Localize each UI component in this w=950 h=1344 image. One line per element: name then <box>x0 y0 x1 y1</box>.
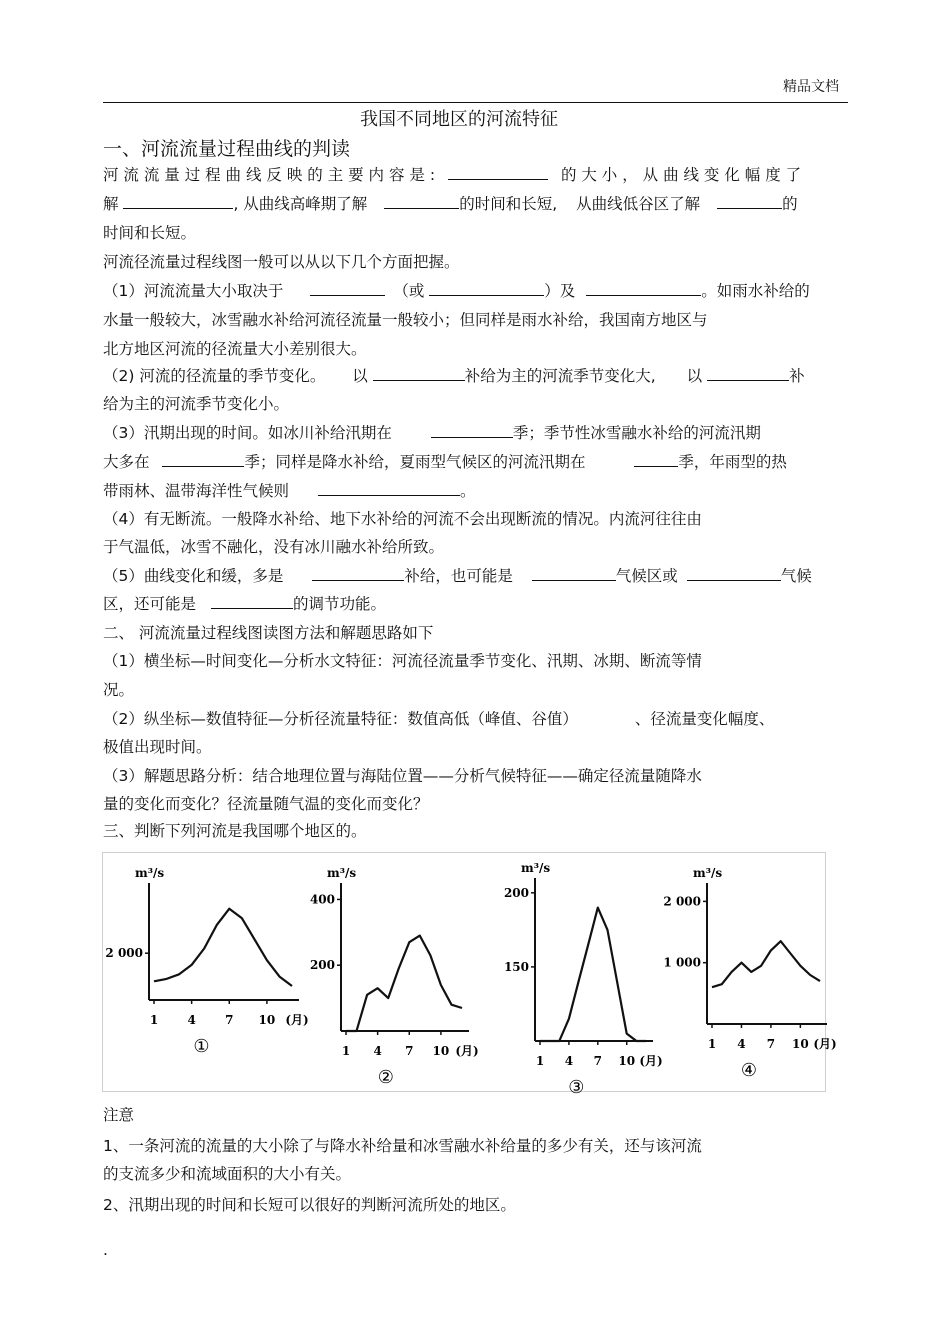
x-tick-label: 4 <box>737 1037 746 1051</box>
s2-item2-line1: （2）纵坐标—数值特征—分析径流量特征：数值高低（峰值、谷值） 、径流量变化幅度、 <box>103 710 775 728</box>
s2-item3-line1: （3）解题思路分析：结合地理位置与海陆位置——分析气候特征——确定径流量随降水 <box>103 767 702 785</box>
blank-field[interactable] <box>687 566 781 581</box>
y-tick-label: 1 000 <box>663 955 701 970</box>
section2-heading: 二、 河流流量过程线图读图方法和解题思路如下 <box>103 624 434 642</box>
header-divider <box>103 102 848 103</box>
blank-field[interactable] <box>431 423 513 438</box>
blank-field[interactable] <box>318 481 460 496</box>
item2-line1: （2) 河流的径流量的季节变化。 以 补给为主的河流季节变化大, 以 补 <box>103 367 805 385</box>
y-tick-label: 2 000 <box>105 946 143 961</box>
y-axis-unit: m³/s <box>327 866 357 880</box>
blank-field[interactable] <box>448 165 548 180</box>
y-tick-label: 200 <box>309 958 335 973</box>
item3-line1: （3）汛期出现的时间。如冰川补给汛期在 季；季节性冰雪融水补给的河流汛期 <box>103 424 761 442</box>
item3-line3: 带雨林、温带海洋性气候则 。 <box>103 482 476 500</box>
note1-line1: 1、一条河流的流量的大小除了与降水补给量和冰雪融水补给量的多少有关，还与该河流 <box>103 1137 702 1155</box>
x-tick-label: 4 <box>373 1044 382 1058</box>
x-tick-label: 10 <box>258 1013 276 1027</box>
item3-line2: 大多在 季；同样是降水补给，夏雨型气候区的河流汛期在 季，年雨型的热 <box>103 453 787 471</box>
x-tick-label: 7 <box>225 1013 234 1027</box>
x-tick-label: 10 <box>432 1044 450 1058</box>
blank-field[interactable] <box>429 281 544 296</box>
x-tick-label: 4 <box>187 1013 196 1027</box>
hydrograph-charts-svg <box>103 853 837 1098</box>
y-tick-label: 200 <box>503 885 529 900</box>
blank-field[interactable] <box>123 194 233 209</box>
x-tick-label: 1 <box>149 1013 159 1027</box>
x-tick-label: 10 <box>792 1037 809 1051</box>
y-tick-label: 400 <box>309 892 335 907</box>
s2-item2-line2: 极值出现时间。 <box>103 738 212 756</box>
blank-field[interactable] <box>634 452 678 467</box>
header-label: 精品文档 <box>783 79 839 95</box>
x-tick-label: (月) <box>455 1044 479 1058</box>
item5-line2: 区，还可能是 的调节功能。 <box>103 595 386 613</box>
x-tick-label: 1 <box>707 1037 717 1051</box>
x-tick-label: 1 <box>535 1054 545 1068</box>
x-tick-label: 10 <box>618 1054 636 1068</box>
x-tick-label: 7 <box>593 1054 602 1068</box>
page-title: 我国不同地区的河流特征 <box>360 109 558 130</box>
para1-line1: 河 流 流 量 过 程 曲 线 反 映 的 主 要 内 容 是 : 的 大 小 ， 从 曲 线 变 化 幅 度 了 <box>103 166 802 184</box>
chart-number-label: ① <box>193 1036 210 1057</box>
discharge-line <box>540 908 646 1041</box>
item1-line1: （1）河流流量大小取决于 （或 ）及 。如雨水补给的 <box>103 282 810 300</box>
x-tick-label: 7 <box>766 1037 776 1051</box>
item4-line2: 于气温低，冰雪不融化，没有冰川融水补给所致。 <box>103 538 445 556</box>
x-tick-label: 1 <box>341 1044 351 1058</box>
chart-number-label: ② <box>377 1067 394 1088</box>
blank-field[interactable] <box>310 281 385 296</box>
discharge-line <box>712 941 820 987</box>
para1-line3: 时间和长短。 <box>103 224 197 242</box>
y-axis-unit: m³/s <box>135 866 165 880</box>
blank-field[interactable] <box>707 366 789 381</box>
blank-field[interactable] <box>532 566 616 581</box>
x-tick-label: (月) <box>285 1013 309 1027</box>
hydrograph-figure <box>102 852 837 1098</box>
note1-line2: 的支流多少和流域面积的大小有关。 <box>103 1165 352 1183</box>
blank-field[interactable] <box>717 194 782 209</box>
s2-item3-line2: 量的变化而变化？径流量随气温的变化而变化？ <box>103 795 429 813</box>
blank-field[interactable] <box>373 366 465 381</box>
chart-number-label: ③ <box>568 1077 585 1098</box>
blank-field[interactable] <box>312 566 404 581</box>
y-axis-unit: m³/s <box>693 866 723 880</box>
x-tick-label: (月) <box>639 1054 663 1068</box>
s2-item1-line2: 况。 <box>103 681 135 699</box>
blank-field[interactable] <box>211 594 293 609</box>
discharge-line <box>346 936 462 1031</box>
discharge-line <box>154 909 292 986</box>
x-tick-label: 7 <box>405 1044 414 1058</box>
blank-field[interactable] <box>586 281 701 296</box>
item1-line2: 水量一般较大，冰雪融水补给河流径流量一般较小；但同样是雨水补给，我国南方地区与 <box>103 311 708 329</box>
item5-line1: （5）曲线变化和缓，多是 补给，也可能是 气候区或 气候 <box>103 567 812 585</box>
x-tick-label: 4 <box>564 1054 574 1068</box>
para2: 河流径流量过程线图一般可以从以下几个方面把握。 <box>103 253 460 271</box>
section3-heading: 三、判断下列河流是我国哪个地区的。 <box>103 822 367 840</box>
section1-heading: 一、河流流量过程曲线的判读 <box>103 138 351 160</box>
item2-line2: 给为主的河流季节变化小。 <box>103 395 290 413</box>
y-tick-label: 150 <box>503 959 529 974</box>
item4-line1: （4）有无断流。一般降水补给、地下水补给的河流不会出现断流的情况。内流河往往由 <box>103 510 702 528</box>
y-axis-unit: m³/s <box>521 861 551 875</box>
para1-line2: 解 , 从曲线高峰期了解 的时间和长短, 从曲线低谷区了解 的 <box>103 195 798 213</box>
item1-line3: 北方地区河流的径流量大小差别很大。 <box>103 340 367 358</box>
notes-heading: 注意 <box>103 1106 135 1124</box>
s2-item1-line1: （1）横坐标—时间变化—分析水文特征：河流径流量季节变化、汛期、冰期、断流等情 <box>103 652 702 670</box>
x-tick-label: (月) <box>813 1037 837 1051</box>
footer-dot: . <box>103 1241 108 1259</box>
chart-number-label: ④ <box>740 1060 758 1081</box>
blank-field[interactable] <box>162 452 244 467</box>
y-tick-label: 2 000 <box>663 894 701 909</box>
note2: 2、汛期出现的时间和长短可以很好的判断河流所处的地区。 <box>103 1196 516 1214</box>
blank-field[interactable] <box>384 194 459 209</box>
